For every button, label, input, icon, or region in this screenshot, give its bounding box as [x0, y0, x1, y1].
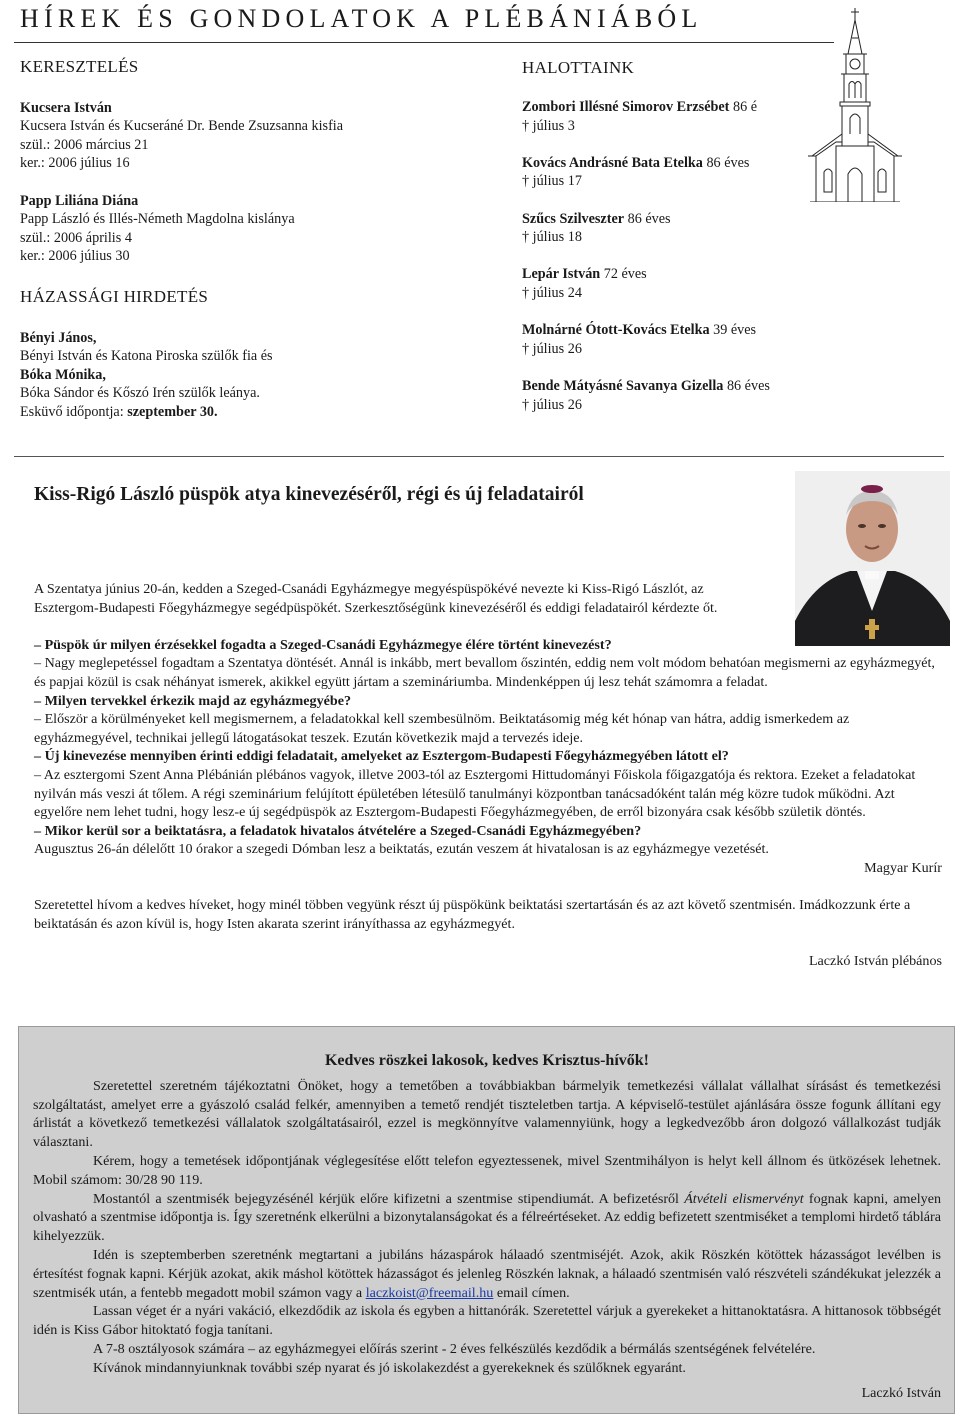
death-entry: Kovács Andrásné Bata Etelka 86 éves † július 17 — [522, 154, 750, 190]
section-divider — [14, 456, 944, 457]
notice-box — [18, 1026, 955, 1414]
notice-paragraph: Idén is szeptemberben szeretnénk megtartani a jubiláns házaspárok hálaadó szentmiséjét. Azok, akik Röszkén kötöttek házasságot levélben is értesítést fognak kapni. Kérjük azokat, akik máshol kötöttek házasságot és jelenleg Röszkén laknak, a hálaadó szentmisén való részvételi szándékukat jelezzék a szentmisék után, a fentebb megadott mobil számon vagy a laczkoist@freemail.hu email címen. — [33, 1246, 941, 1301]
notice-paragraph: Szeretettel szeretném tájékoztatni Önöket, hogy a temetőben a továbbiakban bármelyik temetkezési vállalat vállalhat sírásást és temetkezési szolgáltatást, amelyet erre a gyászoló család felkér, amennyiben a temető rendjét tiszteletben tartja. A képviselő-testület ajánlására össze fogunk állítani egy árlistát a következő temetkezési vállalatok szolgáltatásairól, ezzel is megkönnyítve valamennyiünk, hogy a legkedvezőbb áron dolgozó vállalkozást tudják választani. — [33, 1077, 941, 1151]
left-column — [20, 58, 490, 422]
article-title: Kiss-Rigó László püspök atya kinevezéséről, régi és új feladatairól — [34, 484, 584, 505]
interview-question: – Mikor kerül sor a beiktatásra, a feladatok hivatalos átvételére a Szeged-Csanádi Egyházmegyében? — [34, 822, 642, 839]
interview-answer: – Nagy meglepetéssel fogadtam a Szentatya döntését. Annál is inkább, mert bevallom őszintén, eddig nem volt módom behatóan megismerni az egyházmegyét, és papjai közül is csak néhányat ismerek, akikkel együtt jártam a szemináriumba. Mindenképpen új lesz tehát számomra a feladat. — [34, 655, 935, 690]
baptism-baptized: ker.: 2006 július 16 — [20, 155, 130, 172]
notice-signature: Laczkó István — [861, 1384, 941, 1401]
interview-answer: – Először a körülményeket kell megismernem, a feladatokkal kell szembesülnöm. Beiktatásomig még két hónap van hátra, addig ismerkedem az egyházmegyével, technikai jellegű látogatásokat teszek. Ezután következik majd a tervezés ideje. — [34, 711, 850, 746]
weddings-heading: HÁZASSÁGI HIRDETÉS — [20, 286, 209, 306]
death-entry: Molnárné Ótott-Kovács Etelka 39 éves † július 26 — [522, 322, 757, 357]
deaths-heading: HALOTTAINK — [522, 58, 635, 77]
baptism-name: Papp Liliána Diána — [20, 192, 139, 209]
death-entry: Szűcs Szilveszter 86 éves † július 18 — [522, 210, 671, 246]
baptism-baptized: ker.: 2006 július 30 — [20, 248, 130, 265]
notice-paragraph: Mostantól a szentmisék bejegyzésénél kérjük előre kifizetni a szentmise stipendiumát. A befizetésről Átvételi elismervényt fognak kapni, amelyen olvasható a szentmise időpontja is. Így szeretnénk elkerülni a bizonytalanságokat és a félreértéseket. Az eddig befizetett szentmiséket a templomi hirdető táblára kihelyezzük. — [33, 1190, 942, 1245]
page-title: HÍREK ÉS GONDOLATOK A PLÉBÁNIÁBÓL — [20, 4, 703, 33]
baptism-parents: Kucsera István és Kucseráné Dr. Bende Zsuzsanna kisfia — [20, 118, 344, 135]
article-intro: A Szentatya június 20-án, kedden a Szeged-Csanádi Egyházmegye megyéspüspökévé nevezte ki Kiss-Rigó Lászlót, az Esztergom-Budapesti Főegyházmegye segédpüspökét. Szerkesztőségünk kinevezéséről és eddigi feladatairól kérdezte őt. — [34, 581, 718, 616]
groom-parents: Bényi István és Katona Piroska szülők fia és — [20, 348, 273, 365]
bride-name: Bóka Mónika, — [20, 366, 106, 383]
death-entry: Zombori Illésné Simorov Erzsébet 86 é † július 3 — [522, 99, 758, 134]
notice-paragraph: Lassan véget ér a nyári vakáció, elkezdődik az iskola és egyben a hittanórák. Szeretettel várjuk a gyerekeket a hittanoktatásra. A hittanosok többségét idén is Kiss Gábor hitoktató fogja tanítani. — [33, 1303, 941, 1339]
interview-question: – Milyen tervekkel érkezik majd az egyházmegyébe? — [34, 692, 352, 709]
wedding-date: Esküvő időpontja: szeptember 30. — [20, 403, 218, 420]
death-entry: Lepár István 72 éves † július 24 — [522, 266, 647, 301]
church-illustration — [806, 6, 904, 202]
bride-parents: Bóka Sándor és Kőszó Irén szülők leánya. — [20, 385, 260, 402]
interview-question: – Püspök úr milyen érzésekkel fogadta a Szeged-Csanádi Egyházmegye élére történt kinevezést? — [34, 636, 612, 653]
baptism-born: szül.: 2006 április 4 — [20, 229, 132, 246]
notice-title: Kedves röszkei lakosok, kedves Krisztus-hívők! — [324, 1052, 649, 1069]
invitation-text: Szeretettel hívom a kedves híveket, hogy minél többen vegyünk részt új püspökünk beiktatási szertartásán és az azt követő szentmisén. Imádkozzunk érte a beiktatásán és azon kívül is, hogy Isten akarata szerint irányíthassa az egyházmegyét. — [34, 897, 911, 932]
baptism-parents: Papp László és Illés-Németh Magdolna kislánya — [20, 211, 295, 228]
article-body — [34, 580, 942, 970]
notice-paragraph: Kérem, hogy a temetések időpontjának véglegesítése előtt telefon egyeztessenek, mivel Szentmihályon is helyt kell állnom és ütközések lehetnek. Mobil számom: 30/28 90 119. — [33, 1152, 941, 1188]
interview-answer: Augusztus 26-án délelőtt 10 órakor a szegedi Dómban lesz a beiktatás, ezután veszem át hivatalosan is az egyházmegye vezetését. — [34, 841, 769, 858]
header-divider — [14, 42, 834, 43]
interview-answer: – Az esztergomi Szent Anna Plébánián plébános vagyok, illetve 2003-tól az Esztergomi Hittudományi Főiskola főigazgatója és rektora. Ezeket a feladatokat nyilván más veszi át tőlem. A régi szeminárium felújított épületében létesülő tanulmányi központban tanácsadóként talán még közre tudok működni. Azt egyelőre nem lehet tudni, hogy lesz-e új segédpüspök az Esztergom-Budapesti Főegyházmegyében, de erről bizonyára csak később születik döntés. — [34, 766, 916, 821]
groom-name: Bényi János, — [20, 329, 97, 346]
deaths-list — [522, 98, 812, 433]
article-source: Magyar Kurír — [864, 859, 942, 876]
baptisms-heading: KERESZTELÉS — [20, 57, 139, 76]
baptism-born: szül.: 2006 március 21 — [20, 136, 149, 153]
baptism-name: Kucsera István — [20, 99, 112, 116]
email-link[interactable]: laczkoist@freemail.hu — [365, 1284, 494, 1301]
article-signature: Laczkó István plébános — [808, 952, 942, 969]
notice-paragraph: A 7-8 osztályosok számára – az egyházmegyei előírás szerint - 2 éves felkészülés kezdődik a bérmálás szentségének felvételére. — [93, 1340, 816, 1357]
interview-question: – Új kinevezése mennyiben érinti eddigi feladatait, amelyeket az Esztergom-Budapesti Főegyházmegyében látott el? — [34, 748, 729, 765]
notice-paragraph: Kívánok mindannyiunknak további szép nyarat és jó iskolakezdést a gyerekeknek és szülőknek egyaránt. — [93, 1359, 686, 1376]
death-entry: Bende Mátyásné Savanya Gizella 86 éves † július 26 — [522, 377, 770, 413]
